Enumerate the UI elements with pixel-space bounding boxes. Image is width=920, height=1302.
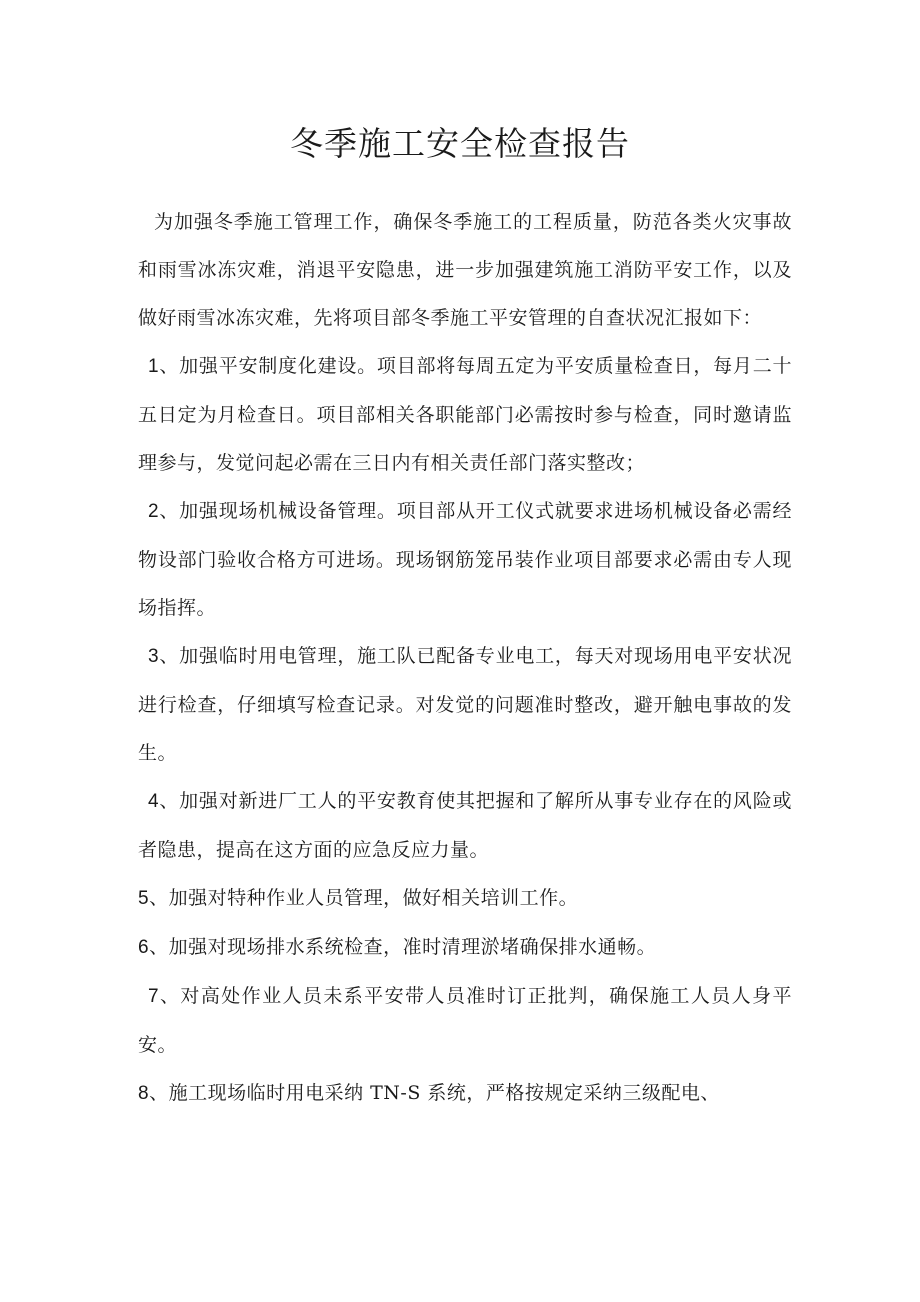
item-text: 、对高处作业人员未系平安带人员准时订正批判，确保施工人员人身平安。: [138, 985, 792, 1056]
item-text: 、施工现场临时用电采纳 TN-S 系统，严格按规定采纳三级配电、: [149, 1082, 720, 1104]
list-item-8: [138, 1069, 792, 1118]
item-number: 7: [148, 986, 160, 1007]
intro-paragraph: 为加强冬季施工管理工作，确保冬季施工的工程质量，防范各类火灾事故和雨雪冰冻灾难，消退平安隐患，进一步加强建筑施工消防平安工作，以及做好雨雪冰冻灾难，先将项目部冬季施工平安管理的自查状况汇报如下：: [138, 211, 792, 329]
item-number: 5: [138, 888, 150, 909]
document-title: 冬季施工安全检查报告: [290, 124, 630, 163]
item-text: 、加强平安制度化建设。项目部将每周五定为平安质量检查日，每月二十五日定为月检查日。项目部相关各职能部门必需按时参与检查，同时邀请监理参与，发觉问起必需在三日内有相关责任部门落实整改；: [138, 355, 792, 474]
item-text: 、加强对新进厂工人的平安教育使其把握和了解所从事专业存在的风险或者隐患，提高在这方面的应急反应力量。: [138, 790, 792, 861]
item-number: 2: [148, 501, 160, 522]
list-item-2: [138, 487, 792, 632]
list-item-5: [138, 874, 792, 923]
item-text: 、加强对特种作业人员管理，做好相关培训工作。: [149, 887, 579, 909]
item-number: 4: [148, 791, 160, 812]
list-item-1: [138, 342, 792, 487]
item-number: 1: [148, 356, 160, 377]
list-item-4: [138, 777, 792, 874]
item-text: 、加强对现场排水系统检查，准时清理淤堵确保排水通畅。: [149, 936, 657, 958]
item-number: 3: [148, 646, 160, 667]
document-body: [138, 198, 792, 1118]
item-text: 、加强临时用电管理，施工队已配备专业电工，每天对现场用电平安状况进行检查，仔细填写检查记录。对发觉的问题准时整改，避开触电事故的发生。: [138, 645, 792, 764]
list-item-3: [138, 632, 792, 777]
item-number: 6: [138, 937, 150, 958]
list-item-6: [138, 923, 792, 972]
item-text: 、加强现场机械设备管理。项目部从开工仪式就要求进场机械设备必需经物设部门验收合格方可进场。现场钢筋笼吊装作业项目部要求必需由专人现场指挥。: [138, 500, 792, 619]
item-number: 8: [138, 1083, 150, 1104]
list-item-7: [138, 972, 792, 1069]
